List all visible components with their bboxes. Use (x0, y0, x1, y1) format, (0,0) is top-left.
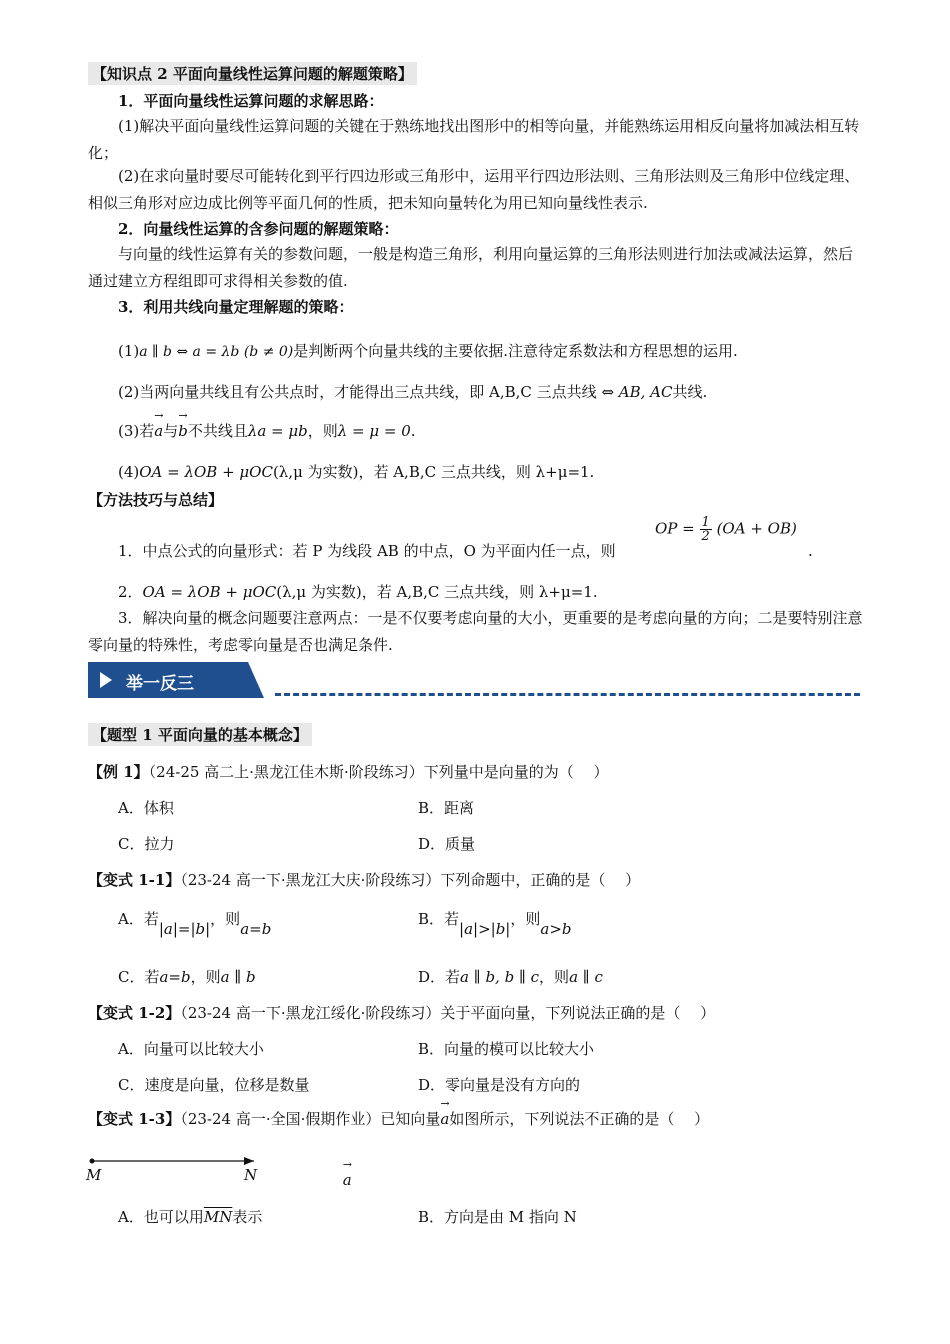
variant-1-3-option-b[interactable]: B．方向是由 M 指向 N (418, 1208, 577, 1226)
strategy-item-2: (2)当两向量共线且有公共点时，才能得出三点共线，即 A,B,C 三点共线 ⇔ AB, AC共线. (118, 383, 708, 401)
paragraph-1-1: (1)解决平面向量线性运算问题的关键在于熟练地找出图形中的相等向量，并能熟练运用相反向量将加减法相互转化； (88, 117, 860, 162)
variant-1-2-option-a[interactable]: A．向量可以比较大小 (118, 1040, 264, 1058)
subsection-title-2: 2．向量线性运算的含参问题的解题策略： (118, 220, 399, 238)
variant-1-2-option-d[interactable]: D．零向量是没有方向的 (418, 1076, 581, 1094)
banner-label: 举一反三 (126, 674, 194, 694)
variant-1-1-option-a[interactable]: A．若|a|=|b|，则a=b (118, 910, 272, 938)
subsection-title-3: 3．利用共线向量定理解题的策略： (118, 298, 354, 316)
banner-dashed-line (275, 693, 860, 696)
banner-practice (88, 662, 264, 698)
method-item-2: 2．OA = λOB + μOC(λ,μ 为实数)，若 A,B,C 三点共线，则 λ+μ=1. (118, 583, 598, 601)
variant-1-3-option-a[interactable]: A．也可以用$\overline{MN}$表示 (118, 1208, 263, 1226)
formula-oa-decomposition-2: OA = λOB + μOC (142, 583, 277, 601)
vector-figure (86, 1140, 352, 1189)
variant-1-1-option-b[interactable]: B．若|a|>|b|，则a>b (418, 910, 572, 938)
variant-1-3-question: 【变式 1-3】（23-24 高一·全国·假期作业）已知向量→ a如图所示，下列说法不正确的是（ ） (88, 1108, 709, 1129)
section-header-methods: 【方法技巧与总结】 (88, 491, 224, 509)
strategy-item-1: (1)a ∥ b ⇔ a = λb (b ≠ 0)是判断两个向量共线的主要依据.注意待定系数法和方程思想的运用. (118, 342, 738, 360)
formula-midpoint: OP = $\frac{1}{2}$ (OA + OB) (655, 515, 797, 544)
variant-1-1-option-d[interactable]: D．若a ∥ b, b ∥ c，则a ∥ c (418, 968, 603, 986)
example-1-option-b[interactable]: B．距离 (418, 799, 475, 817)
method-item-1: 1．中点公式的向量形式：若 P 为线段 AB 的中点，O 为平面内任一点，则 (118, 542, 616, 560)
example-1-option-c[interactable]: C．拉力 (118, 835, 175, 853)
strategy-item-4: (4)OA = λOB + μOC(λ,μ 为实数)，若 A,B,C 三点共线，则 λ+μ=1. (118, 463, 595, 481)
formula-ab-ac: ⇔ AB, AC (601, 383, 673, 401)
paragraph-2-1: 与向量的线性运算有关的参数问题，一般是构造三角形，利用向量运算的三角形法则进行加法或减法运算，然后通过建立方程组即可求得相关参数的值. (88, 245, 854, 290)
strategy-item-3: (3)若→ a与→ b不共线且λa = μb，则λ = μ = 0. (118, 420, 416, 441)
arrowhead-icon (244, 1157, 254, 1165)
variant-1-2-option-b[interactable]: B．向量的模可以比较大小 (418, 1040, 595, 1058)
method-item-3: 3．解决向量的概念问题要注意两点：一是不仅要考虑向量的大小，更重要的是考虑向量的方向；二是要特别注意零向量的特殊性，考虑零向量是否也满足条件. (88, 609, 863, 654)
subsection-title-1: 1．平面向量线性运算问题的求解思路： (118, 92, 384, 110)
example-1-option-d[interactable]: D．质量 (418, 835, 476, 853)
figure-point-m: M (86, 1166, 102, 1184)
formula-collinear-theorem: a ∥ b ⇔ a = λb (b ≠ 0) (139, 344, 294, 360)
example-1-option-a[interactable]: A．体积 (118, 799, 174, 817)
figure-point-n: N (244, 1166, 258, 1184)
section-header-type1: 【题型 1 平面向量的基本概念】 (88, 723, 312, 746)
paragraph-1-2: (2)在求向量时要尽可能转化到平行四边形或三角形中，运用平行四边形法则、三角形法则及三角形中位线定理、相似三角形对应边成比例等平面几何的性质，把未知向量转化为用已知向量线性表示. (88, 167, 860, 212)
variant-1-1-option-c[interactable]: C．若a=b，则a ∥ b (118, 968, 256, 986)
variant-1-2-question: 【变式 1-2】（23-24 高一下·黑龙江绥化·阶段练习）关于平面向量，下列说法正确的是（ ） (88, 1004, 716, 1022)
example-1-question: 【例 1】（24-25 高二上·黑龙江佳木斯·阶段练习）下列量中是向量的为（ ） (88, 763, 609, 781)
section-header-kp2: 【知识点 2 平面向量线性运算问题的解题策略】 (88, 62, 417, 85)
figure-vector-label: → a (343, 1171, 352, 1189)
vector-arrow-diagram (86, 1140, 266, 1186)
formula-lambda-mu: λa = μb (247, 422, 308, 440)
variant-1-1-question: 【变式 1-1】（23-24 高一下·黑龙江大庆·阶段练习）下列命题中，正确的是（ ） (88, 871, 641, 889)
variant-1-2-option-c[interactable]: C．速度是向量，位移是数量 (118, 1076, 310, 1094)
formula-oa-decomposition: OA = λOB + μOC (139, 463, 273, 481)
